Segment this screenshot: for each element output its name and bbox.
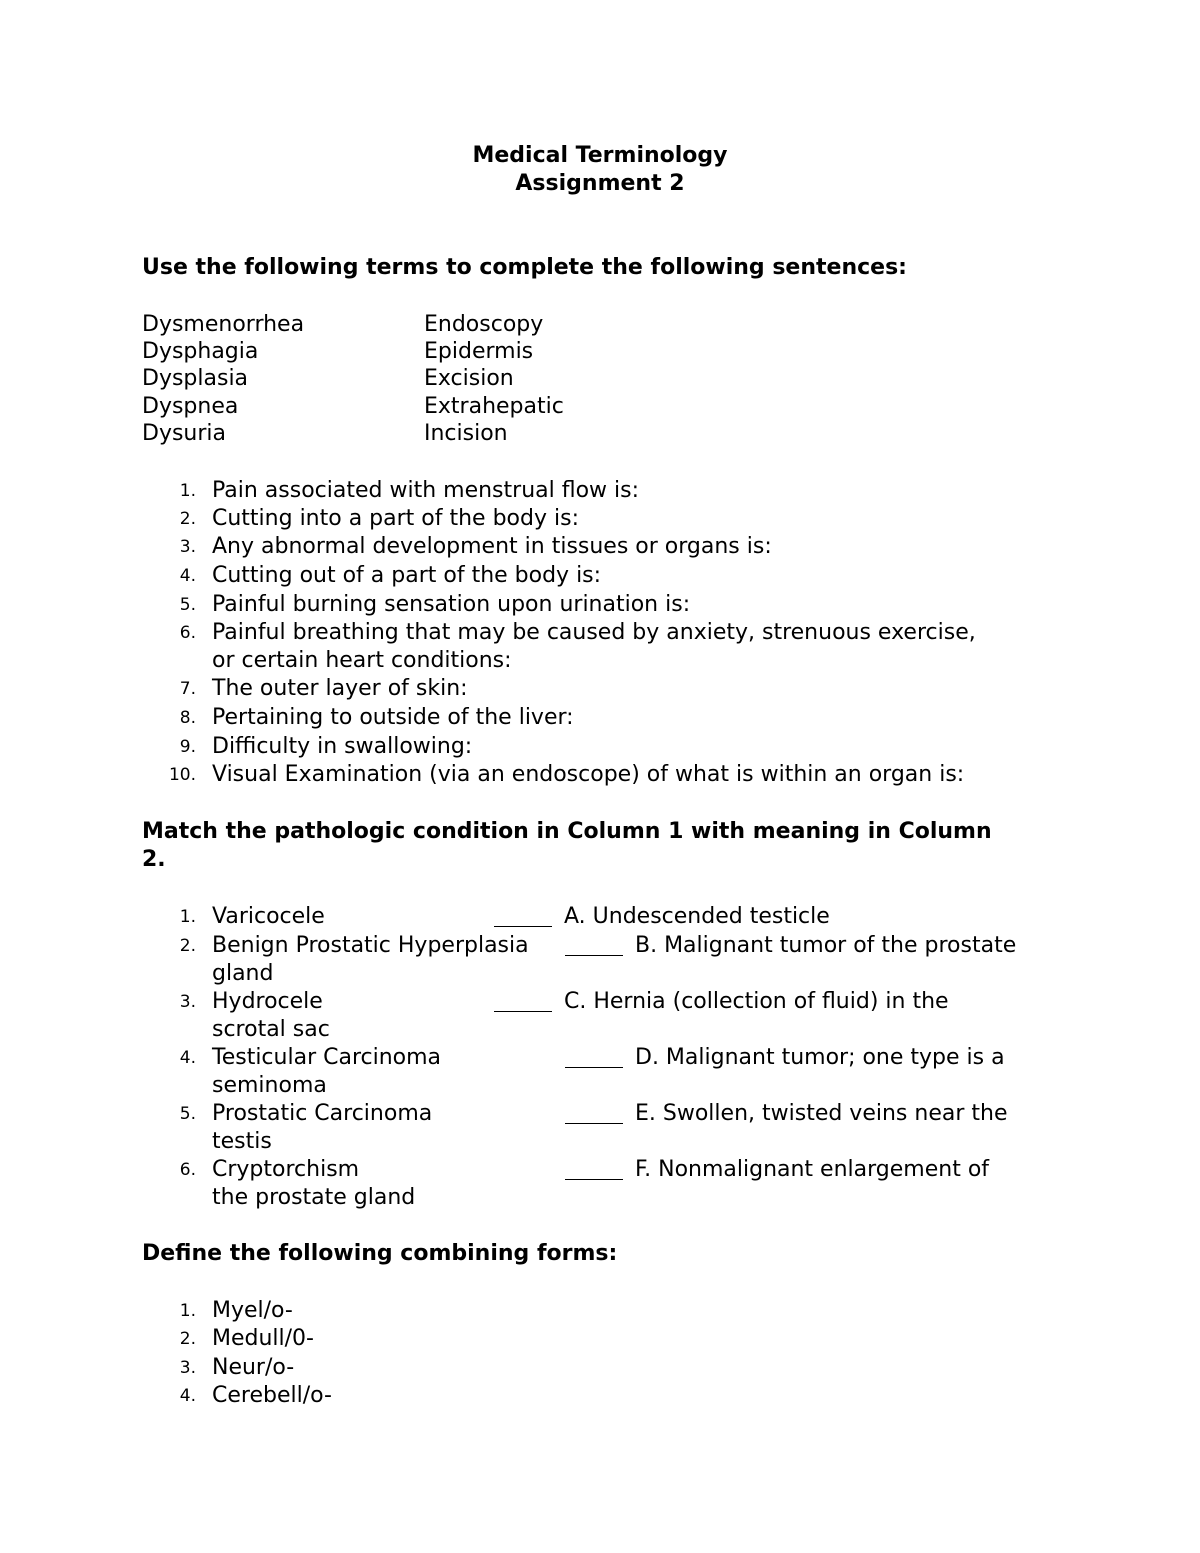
- column2-meaning: E. Swollen, twisted veins near the: [635, 1101, 1008, 1126]
- answer-blank[interactable]: [565, 1159, 623, 1180]
- column1-term: Benign Prostatic Hyperplasia: [212, 933, 529, 958]
- list-number: 5.: [179, 595, 196, 615]
- list-number: 3.: [179, 537, 196, 557]
- doc-title: Medical Terminology: [472, 143, 728, 168]
- term: Extrahepatic: [424, 394, 564, 419]
- term: Dysuria: [142, 421, 227, 446]
- list-item: Medull/0-: [212, 1326, 314, 1351]
- term: Dysplasia: [142, 366, 249, 391]
- answer-blank[interactable]: [565, 1047, 623, 1068]
- list-item: Any abnormal development in tissues or organs is:: [212, 534, 772, 559]
- wrap-text: the prostate gland: [212, 1185, 416, 1210]
- column1-term: Hydrocele: [212, 989, 323, 1014]
- wrap-text: scrotal sac: [212, 1017, 330, 1042]
- list-number: 6.: [179, 623, 196, 643]
- list-number: 9.: [179, 737, 196, 757]
- list-number: 5.: [179, 1104, 196, 1124]
- list-number: 1.: [179, 1301, 196, 1321]
- list-item: Cutting out of a part of the body is:: [212, 563, 602, 588]
- list-number: 1.: [179, 907, 196, 927]
- answer-blank[interactable]: [565, 935, 623, 956]
- section3-heading: Define the following combining forms:: [142, 1241, 618, 1266]
- column1-term: Varicocele: [212, 904, 325, 929]
- list-number: 3.: [179, 992, 196, 1012]
- column1-term: Prostatic Carcinoma: [212, 1101, 433, 1126]
- term: Dysphagia: [142, 339, 259, 364]
- term: Incision: [424, 421, 508, 446]
- list-item: Painful burning sensation upon urination is:: [212, 592, 691, 617]
- column2-meaning: B. Malignant tumor of the prostate: [635, 933, 1017, 958]
- list-item: Painful breathing that may be caused by anxiety, strenuous exercise,: [212, 620, 976, 645]
- list-number: 4.: [179, 566, 196, 586]
- list-number: 10.: [168, 765, 196, 785]
- list-item-continued: or certain heart conditions:: [212, 648, 512, 673]
- list-number: 2.: [179, 936, 196, 956]
- answer-blank[interactable]: [565, 1103, 623, 1124]
- column1-term: Cryptorchism: [212, 1157, 360, 1182]
- term: Epidermis: [424, 339, 534, 364]
- wrap-text: seminoma: [212, 1073, 327, 1098]
- column1-term: Testicular Carcinoma: [212, 1045, 442, 1070]
- term: Excision: [424, 366, 514, 391]
- list-number: 4.: [179, 1386, 196, 1406]
- column2-meaning: D. Malignant tumor; one type is a: [635, 1045, 1005, 1070]
- section2-heading: Match the pathologic condition in Column 1 with meaning in Column: [142, 819, 992, 844]
- column2-meaning: A. Undescended testicle: [564, 904, 830, 929]
- column2-meaning: C. Hernia (collection of fluid) in the: [564, 989, 949, 1014]
- section2-heading-continued: 2.: [142, 847, 166, 872]
- list-number: 2.: [179, 509, 196, 529]
- list-item: Cerebell/o-: [212, 1383, 332, 1408]
- wrap-text: gland: [212, 961, 274, 986]
- list-number: 8.: [179, 708, 196, 728]
- section1-heading: Use the following terms to complete the following sentences:: [142, 255, 907, 280]
- term: Dyspnea: [142, 394, 239, 419]
- term: Dysmenorrhea: [142, 312, 305, 337]
- list-number: 3.: [179, 1358, 196, 1378]
- list-number: 2.: [179, 1329, 196, 1349]
- list-item: Cutting into a part of the body is:: [212, 506, 579, 531]
- list-item: Neur/o-: [212, 1355, 295, 1380]
- list-item: Myel/o-: [212, 1298, 293, 1323]
- doc-subtitle: Assignment 2: [515, 171, 685, 196]
- list-item: Visual Examination (via an endoscope) of what is within an organ is:: [212, 762, 965, 787]
- list-number: 1.: [179, 481, 196, 501]
- list-item: Difficulty in swallowing:: [212, 734, 473, 759]
- column2-meaning: F. Nonmalignant enlargement of: [635, 1157, 990, 1182]
- list-number: 7.: [179, 679, 196, 699]
- term: Endoscopy: [424, 312, 544, 337]
- answer-blank[interactable]: [494, 906, 552, 927]
- list-item: The outer layer of skin:: [212, 676, 468, 701]
- list-number: 6.: [179, 1160, 196, 1180]
- answer-blank[interactable]: [494, 991, 552, 1012]
- wrap-text: testis: [212, 1129, 272, 1154]
- list-item: Pertaining to outside of the liver:: [212, 705, 574, 730]
- list-item: Pain associated with menstrual flow is:: [212, 478, 640, 503]
- list-number: 4.: [179, 1048, 196, 1068]
